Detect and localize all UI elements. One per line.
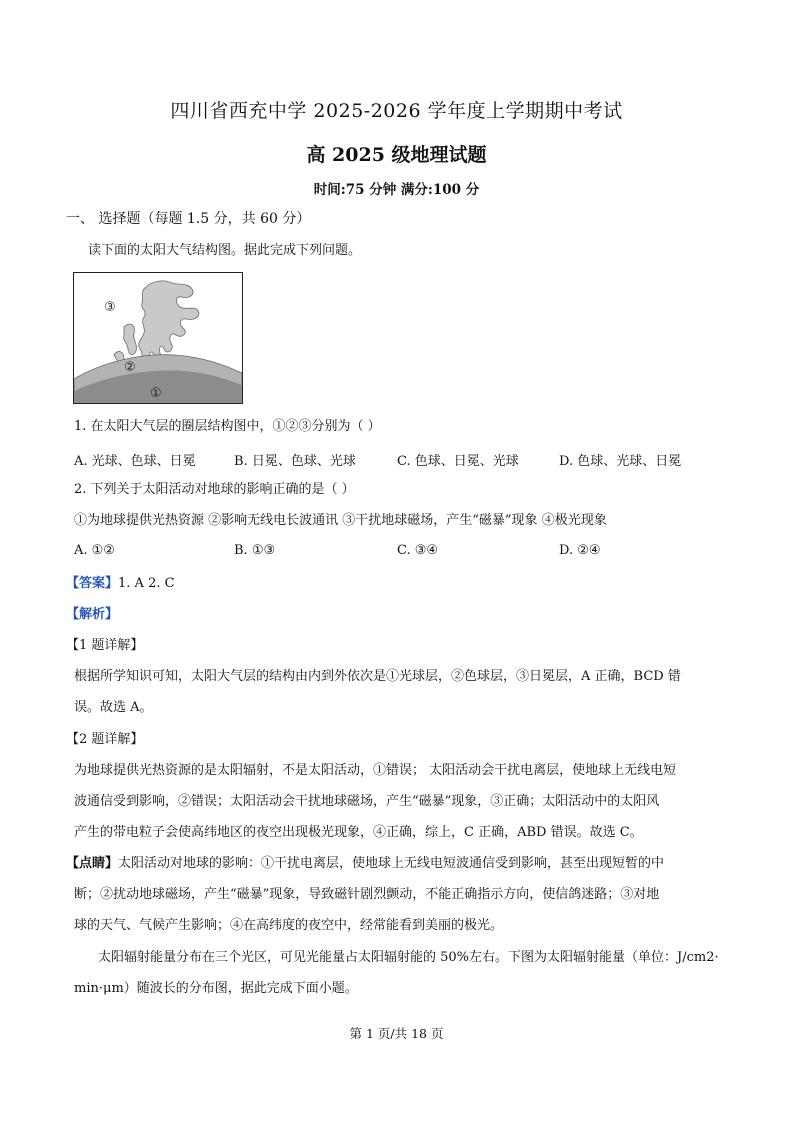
highlight-line-1: [66, 855, 664, 873]
highlight-line-1-text: 太阳活动对地球的影响：①干扰电离层，使地球上无线电短波通信受到影响，甚至出现短暂的中: [118, 856, 665, 871]
question-2-stem: 2. 下列关于太阳活动对地球的影响正确的是（ ）: [74, 482, 355, 497]
question-1-option-c: C. 色球、日冕、光球: [397, 454, 519, 469]
section-heading: 一、 选择题（每题 1.5 分，共 60 分）: [66, 211, 311, 227]
figure-label-1: ①: [150, 386, 162, 401]
exam-subject-title: 高 2025 级地理试题: [306, 144, 487, 166]
figure-label-2: ②: [124, 360, 136, 375]
answer-row: [66, 575, 175, 593]
question-1-option-d: D. 色球、光球、日冕: [559, 454, 682, 469]
detail-1-line-1: 根据所学知识可知，太阳大气层的结构由内到外依次是①光球层，②色球层，③日冕层，A 正确，BCD 错: [74, 669, 681, 684]
exam-title: 四川省西充中学 2025-2026 学年度上学期期中考试: [170, 100, 623, 122]
page-footer: 第 1 页/共 18 页: [349, 1026, 444, 1041]
question-1-stem: 1. 在太阳大气层的圈层结构图中，①②③分别为（ ）: [74, 419, 381, 434]
question-2-statements: ①为地球提供光热资源 ②影响无线电长波通讯 ③干扰地球磁场，产生“磁暴”现象 ④极光现象: [74, 513, 607, 528]
answer-text: 1. A 2. C: [118, 576, 175, 591]
analysis-label: 【解析】: [66, 607, 119, 622]
detail-1-line-2: 误。故选 A。: [74, 700, 153, 715]
question-2-option-a: A. ①②: [74, 543, 115, 558]
question-1-option-b: B. 日冕、色球、光球: [234, 454, 356, 469]
next-question-intro-line-1: 太阳辐射能量分布在三个光区，可见光能量占太阳辐射能的 50%左右。下图为太阳辐射能量（单位：J/cm2·: [98, 950, 719, 965]
answer-label: 【答案】: [66, 576, 119, 591]
detail-2-label: 【2 题详解】: [66, 732, 144, 747]
highlight-line-3: 球的天气、气候产生影响；④在高纬度的夜空中，经常能看到美丽的极光。: [74, 918, 504, 933]
next-question-intro-line-2: min·μm）随波长的分布图，据此完成下面小题。: [74, 981, 358, 996]
question-2-option-d: D. ②④: [559, 543, 601, 558]
detail-2-line-2: 波通信受到影响，②错误；太阳活动会干扰地球磁场，产生“磁暴”现象，③正确；太阳活动中的太阳风: [74, 794, 660, 809]
highlight-line-2: 断；②扰动地球磁场，产生“磁暴”现象，导致磁针剧烈颤动，不能正确指示方向，使信鸽迷路；③对地: [74, 887, 660, 902]
detail-2-line-3: 产生的带电粒子会使高纬地区的夜空出现极光现象，④正确，综上，C 正确，ABD 错误。故选 C。: [74, 825, 643, 840]
detail-1-label: 【1 题详解】: [66, 638, 144, 653]
exam-time-score: 时间:75 分钟 满分:100 分: [313, 182, 480, 198]
figure-label-3: ③: [104, 300, 116, 315]
detail-2-line-1: 为地球提供光热资源的是太阳辐射，不是太阳活动，①错误； 太阳活动会干扰电离层，使地球上无线电短: [74, 763, 677, 778]
question-2-option-b: B. ①③: [234, 543, 276, 558]
highlight-label: 【点睛】: [66, 856, 119, 871]
sun-atmosphere-figure: [73, 272, 243, 404]
question-1-option-a: A. 光球、色球、日冕: [74, 454, 196, 469]
question-2-option-c: C. ③④: [397, 543, 439, 558]
sun-atmosphere-illustration: [74, 273, 242, 403]
section-intro: 读下面的太阳大气结构图。据此完成下列问题。: [88, 243, 362, 258]
